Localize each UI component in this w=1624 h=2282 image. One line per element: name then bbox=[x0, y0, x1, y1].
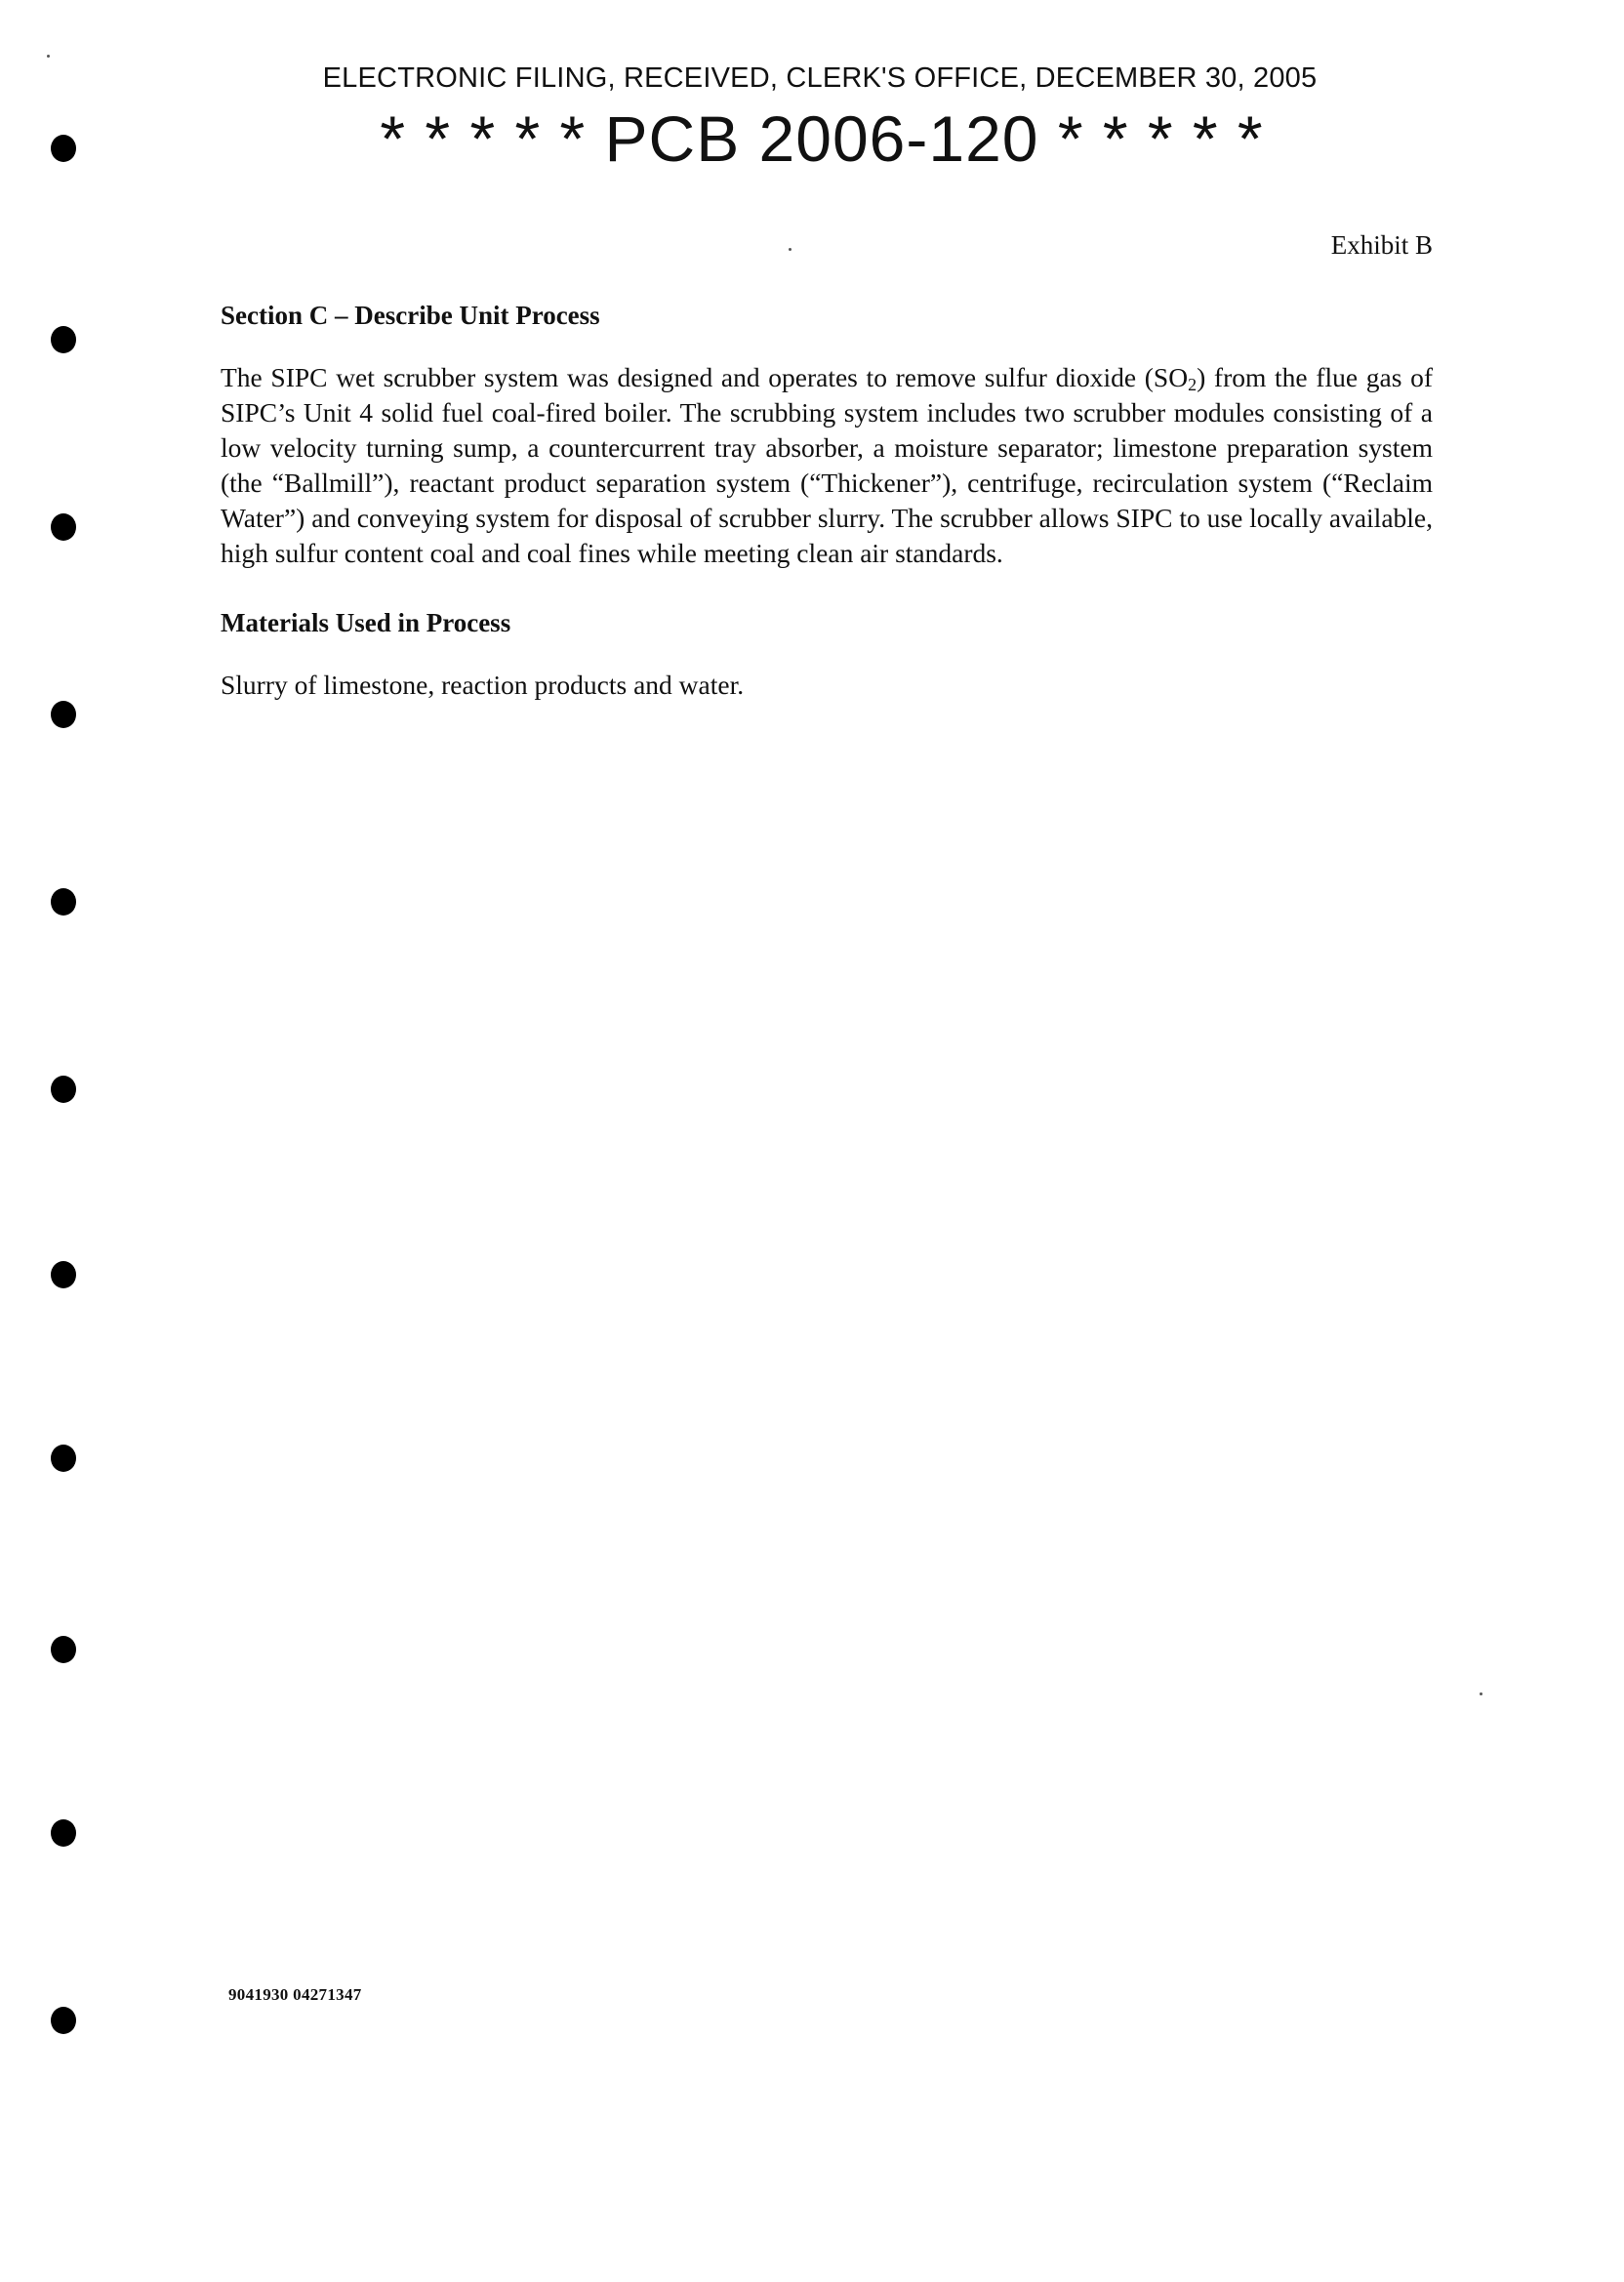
section-c-paragraph bbox=[221, 360, 1433, 571]
section-c-heading: Section C – Describe Unit Process bbox=[221, 301, 600, 330]
scan-speck-icon bbox=[47, 55, 50, 58]
punch-hole-icon bbox=[51, 701, 76, 728]
document-code: 9041930 04271347 bbox=[228, 1985, 362, 2004]
punch-hole-icon bbox=[51, 1445, 76, 1472]
punch-hole-icon bbox=[51, 1636, 76, 1663]
punch-hole-icon bbox=[51, 1261, 76, 1288]
punch-hole-icon bbox=[51, 1076, 76, 1103]
punch-hole-icon bbox=[51, 888, 76, 916]
case-number-stamp: * * * * * PCB 2006-120 * * * * * bbox=[380, 102, 1264, 175]
punch-hole-icon bbox=[51, 326, 76, 353]
punch-hole-icon bbox=[51, 2007, 76, 2034]
section-c-text-start: The SIPC wet scrubber system was designed and operates to remove sulfur dioxide (SO bbox=[221, 362, 1189, 392]
materials-paragraph: Slurry of limestone, reaction products and water. bbox=[221, 670, 745, 700]
punch-hole-icon bbox=[51, 513, 76, 541]
exhibit-label: Exhibit B bbox=[1330, 230, 1433, 260]
so2-subscript: 2 bbox=[1188, 375, 1198, 394]
document-body bbox=[221, 301, 1433, 740]
scan-speck-icon bbox=[1480, 1692, 1482, 1695]
punch-hole-icon bbox=[51, 1819, 76, 1847]
materials-heading: Materials Used in Process bbox=[221, 608, 511, 637]
scan-speck-icon bbox=[789, 248, 792, 251]
filing-stamp-line: ELECTRONIC FILING, RECEIVED, CLERK'S OFFICE, DECEMBER 30, 2005 bbox=[322, 62, 1318, 94]
section-c-text-end: ) from the flue gas of SIPC’s Unit 4 solid fuel coal-fired boiler. The scrubbing system includes two scrubber modules consisting of a low velocity turning sump, a countercurrent tray absorber, a moisture separator; limestone preparation system (the “Ballmill”), reactant product separation system (“Thickener”), centrifuge, recirculation system (“Reclaim Water”) and conveying system for disposal of scrubber slurry. The scrubber allows SIPC to use locally available, high sulfur content coal and coal fines while meeting clean air standards. bbox=[221, 362, 1433, 568]
